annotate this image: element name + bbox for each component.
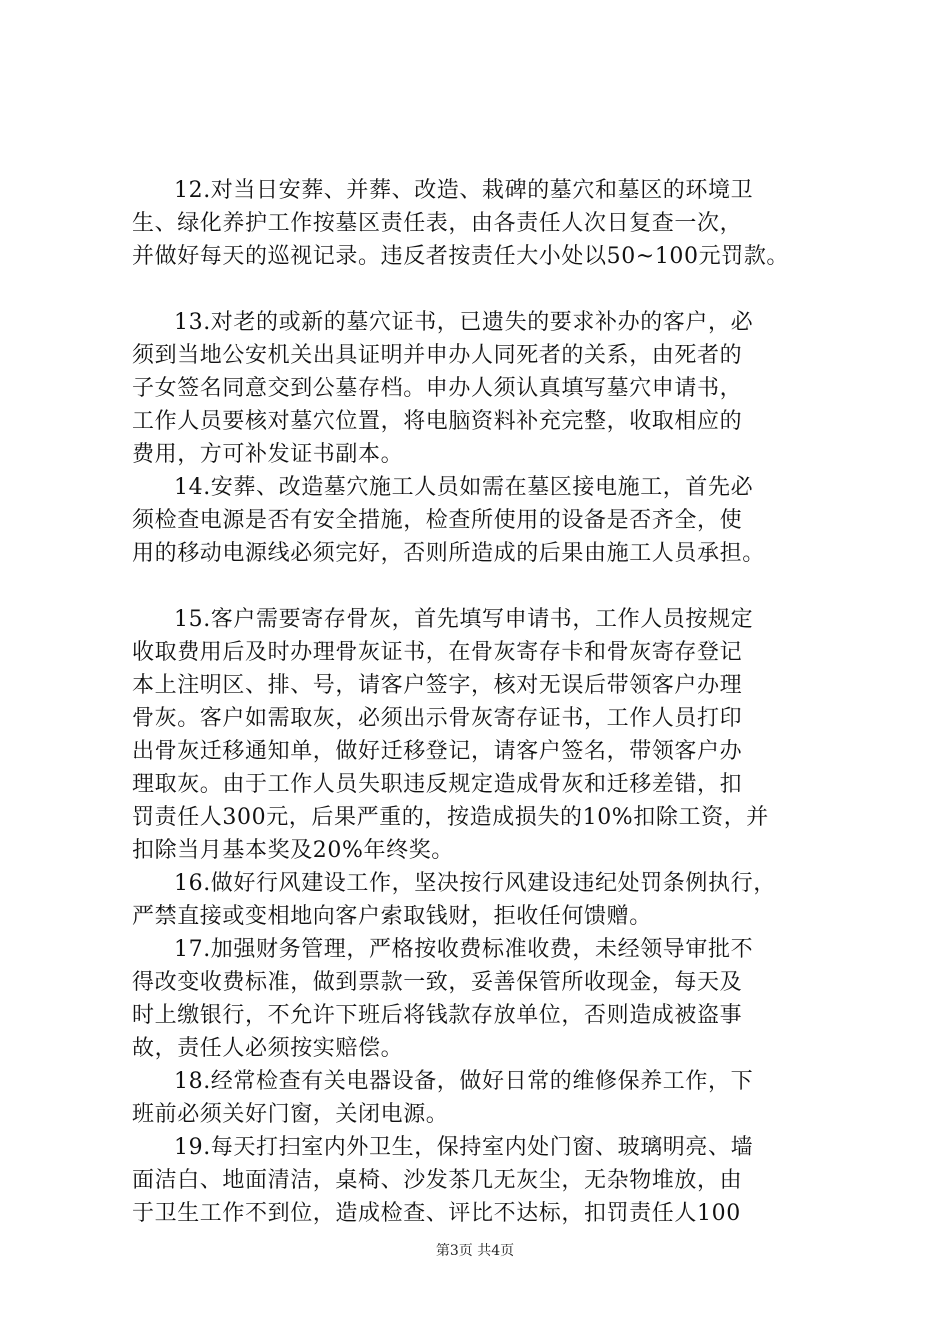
paragraph-14-line-3: 用的移动电源线必须完好，否则所造成的后果由施工人员承担。 (132, 541, 765, 566)
paragraph-19-line-3: 于卫生工作不到位，造成检查、评比不达标，扣罚责任人100 (132, 1201, 741, 1226)
paragraph-16-line-1: 16.做好行风建设工作，坚决按行风建设违纪处罚条例执行， (174, 871, 776, 896)
paragraph-13-line-4: 工作人员要核对墓穴位置，将电脑资料补充完整，收取相应的 (132, 409, 743, 434)
paragraph-15-line-3: 本上注明区、排、号，请客户签字，核对无误后带领客户办理 (132, 673, 743, 698)
paragraph-13-line-3: 子女签名同意交到公墓存档。申办人须认真填写墓穴申请书， (132, 376, 743, 401)
paragraph-gap (132, 570, 852, 603)
paragraph-17-line-2: 得改变收费标准，做到票款一致，妥善保管所收现金，每天及 (132, 970, 743, 995)
document-body (132, 174, 852, 1230)
paragraph-17-line-3: 时上缴银行，不允许下班后将钱款存放单位，否则造成被盗事 (132, 1003, 743, 1028)
paragraph-16-line-2: 严禁直接或变相地向客户索取钱财，拒收任何馈赠。 (132, 904, 652, 929)
paragraph-13-line-1: 13.对老的或新的墓穴证书，已遗失的要求补办的客户，必 (174, 310, 754, 335)
paragraph-15-line-1: 15.客户需要寄存骨灰，首先填写申请书，工作人员按规定 (174, 607, 754, 632)
paragraph-15-line-7: 罚责任人300元，后果严重的，按造成损失的10%扣除工资，并 (132, 805, 769, 830)
paragraph-18-line-1: 18.经常检查有关电器设备，做好日常的维修保养工作，下 (174, 1069, 754, 1094)
paragraph-13-line-2: 须到当地公安机关出具证明并申办人同死者的关系，由死者的 (132, 343, 743, 368)
paragraph-12-line-3: 并做好每天的巡视记录。违反者按责任大小处以50~100元罚款。 (132, 244, 790, 269)
paragraph-15-line-5: 出骨灰迁移通知单，做好迁移登记，请客户签名，带领客户办 (132, 739, 743, 764)
paragraph-19-line-2: 面洁白、地面清洁，桌椅、沙发茶几无灰尘，无杂物堆放，由 (132, 1168, 743, 1193)
paragraph-15-line-2: 收取费用后及时办理骨灰证书，在骨灰寄存卡和骨灰寄存登记 (132, 640, 743, 665)
paragraph-17-line-4: 故，责任人必须按实赔偿。 (132, 1036, 404, 1061)
paragraph-gap (132, 273, 852, 306)
paragraph-19-line-1: 19.每天打扫室内外卫生，保持室内处门窗、玻璃明亮、墙 (174, 1135, 754, 1160)
paragraph-15-line-4: 骨灰。客户如需取灰，必须出示骨灰寄存证书，工作人员打印 (132, 706, 743, 731)
paragraph-17-line-1: 17.加强财务管理，严格按收费标准收费，未经领导审批不 (174, 937, 754, 962)
paragraph-14-line-1: 14.安葬、改造墓穴施工人员如需在墓区接电施工，首先必 (174, 475, 754, 500)
paragraph-14-line-2: 须检查电源是否有安全措施，检查所使用的设备是否齐全，使 (132, 508, 743, 533)
page-number-footer: 第3页 共4页 (435, 1243, 515, 1259)
paragraph-13-line-5: 费用，方可补发证书副本。 (132, 442, 404, 467)
paragraph-15-line-6: 理取灰。由于工作人员失职违反规定造成骨灰和迁移差错，扣 (132, 772, 743, 797)
paragraph-15-line-8: 扣除当月基本奖及20%年终奖。 (132, 838, 454, 863)
paragraph-12-line-2: 生、绿化养护工作按墓区责任表，由各责任人次日复查一次， (132, 211, 743, 236)
paragraph-18-line-2: 班前必须关好门窗，关闭电源。 (132, 1102, 449, 1127)
paragraph-12-line-1: 12.对当日安葬、并葬、改造、栽碑的墓穴和墓区的环境卫 (174, 178, 754, 203)
